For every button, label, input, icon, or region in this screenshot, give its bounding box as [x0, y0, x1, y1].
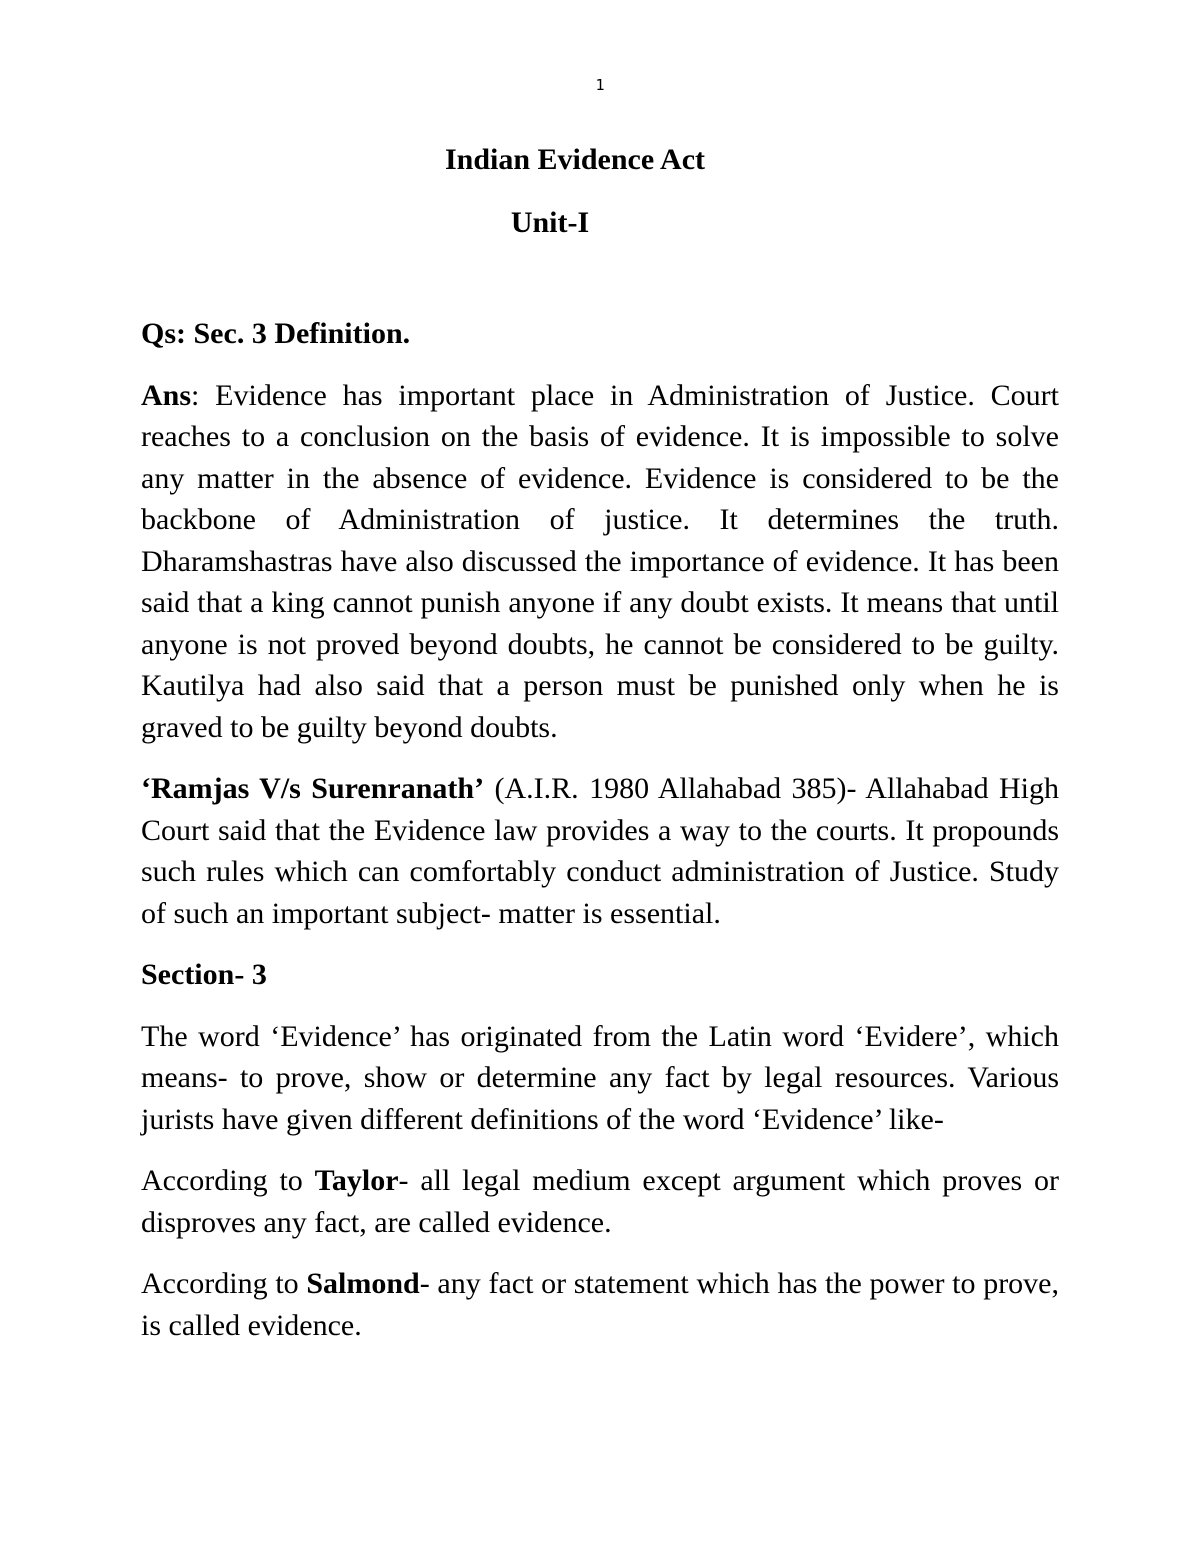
page-number: 1	[595, 76, 605, 94]
taylor-text: - all legal medium except argument which proves or disproves any fact, are called evidence.	[141, 1164, 1059, 1239]
taylor-prefix: According to	[141, 1164, 315, 1197]
salmond-definition	[141, 1263, 1059, 1346]
case-name: ‘Ramjas V/s Surenranath’	[141, 772, 485, 805]
case-text: (A.I.R. 1980 Allahabad 385)- Allahabad High Court said that the Evidence law provides a way to the courts. It propounds such rules which can comfortably conduct administration of Justice. Study of such an important subject- matter is essential.	[141, 772, 1059, 930]
question-heading: Qs: Sec. 3 Definition.	[141, 317, 411, 350]
answer-label: Ans	[141, 378, 192, 412]
taylor-name: Taylor	[314, 1164, 399, 1197]
taylor-definition	[141, 1160, 1059, 1243]
origin-paragraph: The word ‘Evidence’ has originated from the Latin word ‘Evidere’, which means- to prove, show or determine any fact by legal resources. Various jurists have given different definitions of the word ‘Evidence’ like-	[141, 1019, 1059, 1136]
section-heading: Section- 3	[141, 958, 267, 991]
case-paragraph	[141, 768, 1059, 934]
answer-paragraph	[141, 375, 1059, 749]
answer-text: : Evidence has important place in Administration of Justice. Court reaches to a conclusion on the basis of evidence. It is impossible to solve any matter in the absence of evidence. Evidence is considered to be the backbone of Administration of justice. It determines the truth. Dharamshastras have also discussed the importance of evidence. It has been said that a king cannot punish anyone if any doubt exists. It means that until anyone is not proved beyond doubts, he cannot be considered to be guilty. Kautilya had also said that a person must be punished only when he is graved to be guilty beyond doubts.	[141, 378, 1059, 744]
unit-heading: Unit-I	[510, 206, 590, 239]
document-body	[141, 313, 1059, 1366]
salmond-text: - any fact or statement which has the power to prove, is called evidence.	[141, 1267, 1059, 1342]
salmond-name: Salmond	[306, 1267, 420, 1300]
document-title: Indian Evidence Act	[444, 143, 706, 176]
salmond-prefix: According to	[141, 1267, 307, 1300]
